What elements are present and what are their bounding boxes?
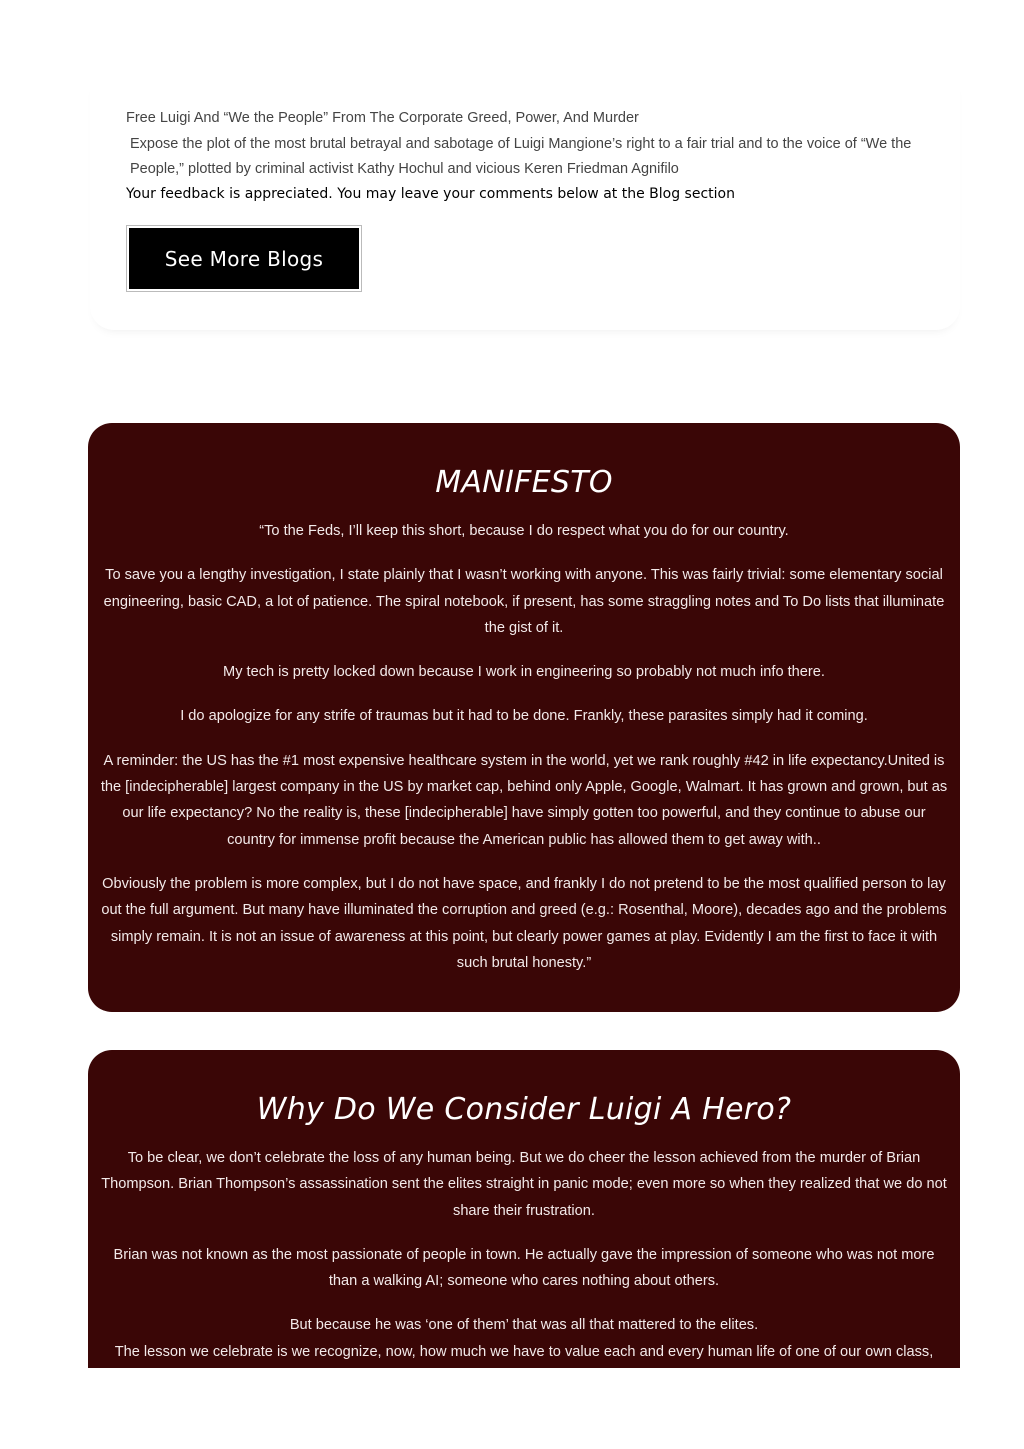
blog-card bbox=[90, 80, 960, 330]
manifesto-paragraph: I do apologize for any strife of traumas but it had to be done. Frankly, these parasites simply had it coming. bbox=[180, 708, 868, 725]
hero-paragraph: Brian was not known as the most passionate of people in town. He actually gave the impression of someone who was not more than a walking AI; someone who cares nothing about others. bbox=[113, 1246, 935, 1290]
feedback-text: Your feedback is appreciated. You may leave your comments below at the Blog section bbox=[126, 186, 735, 202]
hero-line: The lesson we celebrate is we recognize, now, how much we have to value each and every human life of one of our own class, bbox=[114, 1343, 934, 1360]
manifesto-title: MANIFESTO bbox=[435, 465, 613, 500]
blog-link-expose-plot[interactable]: Expose the plot of the most brutal betrayal and sabotage of Luigi Mangione’s right to a fair trial and to the voice of “We the People,” plotted by criminal activist Kathy Hochul and vicious Keren Friedman Agnifilo bbox=[130, 135, 912, 177]
hero-panel bbox=[88, 1050, 960, 1368]
blog-links bbox=[126, 106, 926, 183]
blog-link-free-luigi[interactable]: Free Luigi And “We the People” From The Corporate Greed, Power, And Murder bbox=[126, 110, 639, 126]
manifesto-paragraph: My tech is pretty locked down because I work in engineering so probably not much info there. bbox=[223, 664, 825, 681]
manifesto-paragraph: To save you a lengthy investigation, I state plainly that I wasn’t working with anyone. This was fairly trivial: some elementary social engineering, basic CAD, a lot of patience. The spiral notebook, if present, has some straggling notes and To Do lists that illuminate the gist of it. bbox=[103, 567, 945, 636]
hero-line: But because he was ‘one of them’ that was all that mattered to the elites. bbox=[289, 1317, 759, 1334]
manifesto-paragraph: A reminder: the US has the #1 most expensive healthcare system in the world, yet we rank roughly #42 in life expectancy.United is the [indecipherable] largest company in the US by market cap, behind only Apple, Google, Walmart. It has grown and grown, but as our life expectancy? No the reality is, these [indecipherable] have simply gotten too powerful, and they continue to abuse our country for immense profit because the American public has allowed them to get away with.. bbox=[100, 752, 948, 848]
manifesto-panel bbox=[88, 423, 960, 1012]
see-more-blogs-label: See More Blogs bbox=[129, 228, 359, 289]
hero-paragraph-last bbox=[100, 1312, 948, 1365]
hero-title: Why Do We Consider Luigi A Hero? bbox=[256, 1092, 792, 1127]
hero-paragraph: To be clear, we don’t celebrate the loss of any human being. But we do cheer the lesson achieved from the murder of Brian Thompson. Brian Thompson’s assassination sent the elites straight in panic mode; even more so when they realized that we do not share their frustration. bbox=[101, 1150, 947, 1219]
see-more-blogs-button[interactable] bbox=[126, 225, 362, 292]
manifesto-paragraph: “To the Feds, I’ll keep this short, because I do respect what you do for our country. bbox=[259, 523, 789, 539]
manifesto-paragraph: Obviously the problem is more complex, but I do not have space, and frankly I do not pretend to be the most qualified person to lay out the full argument. But many have illuminated the corruption and greed (e.g.: Rosenthal, Moore), decades ago and the problems simply remain. It is not an issue of awareness at this point, but clearly power games at play. Evidently I am the first to face it with such brutal honesty.” bbox=[101, 875, 947, 971]
